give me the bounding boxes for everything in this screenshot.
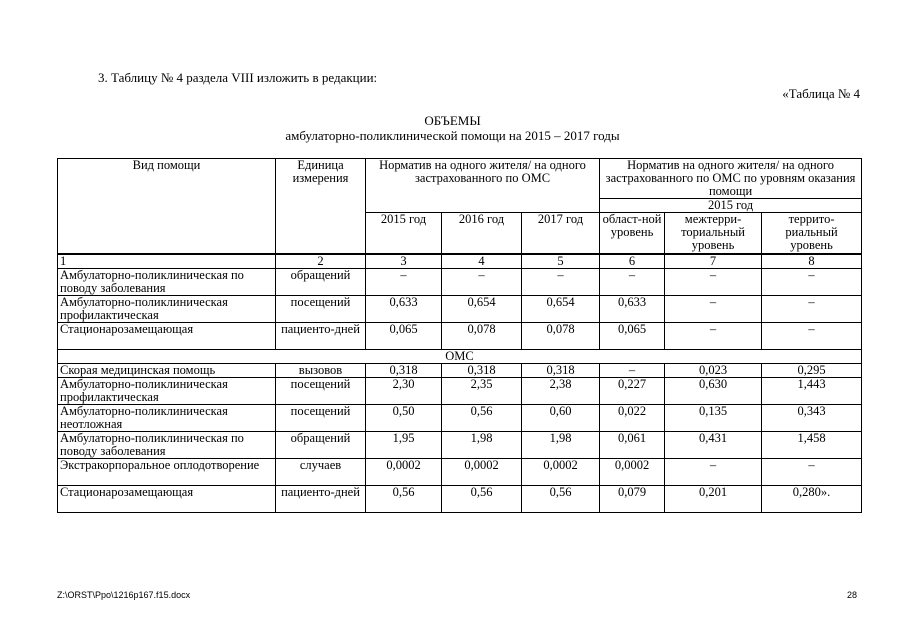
cell-value: 0,0002 <box>522 459 600 486</box>
cell-value: 0,318 <box>522 364 600 378</box>
cell-value: – <box>762 323 862 350</box>
cell-value: 0,061 <box>600 432 665 459</box>
cell-type: Скорая медицинская помощь <box>58 364 276 378</box>
cell-value: 1,443 <box>762 378 862 405</box>
footer-filename: Z:\ORST\Ppo\1216p167.f15.docx <box>57 590 191 600</box>
header-norm-levels: Норматив на одного жителя/ на одного застрахованного по ОМС по уровням оказания помощи <box>600 159 862 199</box>
cell-value: – <box>600 269 665 296</box>
cell-value: – <box>600 364 665 378</box>
column-numbers-row <box>58 254 862 269</box>
cell-value: 3 <box>366 254 442 269</box>
cell-unit: посещений <box>276 378 366 405</box>
section-label-oms: ОМС <box>58 350 862 364</box>
header-level-regional: област-ной уровень <box>600 213 665 255</box>
cell-value: – <box>522 269 600 296</box>
cell-value: 1,458 <box>762 432 862 459</box>
table-row <box>58 323 862 350</box>
table-row <box>58 269 862 296</box>
header-norm: Норматив на одного жителя/ на одного застрахованного по ОМС <box>366 159 600 213</box>
cell-value: 0,633 <box>600 296 665 323</box>
cell-value: – <box>762 459 862 486</box>
cell-value: 0,079 <box>600 486 665 513</box>
cell-value: 0,630 <box>665 378 762 405</box>
document-title <box>0 113 905 143</box>
cell-value: 0,022 <box>600 405 665 432</box>
cell-value: 0,633 <box>366 296 442 323</box>
cell-value: 6 <box>600 254 665 269</box>
table-body <box>58 159 862 513</box>
table-row <box>58 459 862 486</box>
cell-value: 1,98 <box>522 432 600 459</box>
header-year-2015-levels: 2015 год <box>600 199 862 213</box>
table-reference: «Таблица № 4 <box>782 86 860 101</box>
cell-value: 5 <box>522 254 600 269</box>
cell-type: Стационарозамещающая <box>58 486 276 513</box>
header-row-1 <box>58 159 862 199</box>
cell-unit: посещений <box>276 296 366 323</box>
volumes-table <box>57 158 862 513</box>
cell-value: 0,60 <box>522 405 600 432</box>
header-unit: Единица измерения <box>276 159 366 255</box>
cell-value: – <box>665 459 762 486</box>
cell-value: 0,56 <box>442 486 522 513</box>
title-line-1: ОБЪЕМЫ <box>424 113 481 128</box>
cell-value: 0,023 <box>665 364 762 378</box>
cell-value: 0,078 <box>522 323 600 350</box>
cell-value: 0,280». <box>762 486 862 513</box>
header-level-interterritorial: межтерри-ториальный уровень <box>665 213 762 255</box>
cell-value: 0,078 <box>442 323 522 350</box>
cell-value: 2,38 <box>522 378 600 405</box>
cell-value: 0,227 <box>600 378 665 405</box>
cell-unit: 2 <box>276 254 366 269</box>
header-level-territorial: террито-риальный уровень <box>762 213 862 255</box>
header-vid: Вид помощи <box>58 159 276 255</box>
cell-type: 1 <box>58 254 276 269</box>
cell-value: 1,95 <box>366 432 442 459</box>
table-row <box>58 432 862 459</box>
cell-value: 0,654 <box>442 296 522 323</box>
header-2017: 2017 год <box>522 213 600 255</box>
cell-value: 2,30 <box>366 378 442 405</box>
header-2016: 2016 год <box>442 213 522 255</box>
cell-value: 2,35 <box>442 378 522 405</box>
cell-type: Амбулаторно-поликлиническая по поводу заболевания <box>58 269 276 296</box>
table-row <box>58 364 862 378</box>
cell-unit: вызовов <box>276 364 366 378</box>
cell-value: 0,295 <box>762 364 862 378</box>
cell-value: 0,065 <box>366 323 442 350</box>
cell-value: 0,343 <box>762 405 862 432</box>
cell-unit: обращений <box>276 432 366 459</box>
cell-value: 0,201 <box>665 486 762 513</box>
cell-value: 0,0002 <box>600 459 665 486</box>
cell-value: 8 <box>762 254 862 269</box>
cell-value: 0,0002 <box>442 459 522 486</box>
cell-value: – <box>665 269 762 296</box>
cell-value: – <box>442 269 522 296</box>
cell-value: – <box>762 269 862 296</box>
cell-value: 0,431 <box>665 432 762 459</box>
table-row <box>58 378 862 405</box>
intro-text: 3. Таблицу № 4 раздела VIII изложить в редакции: <box>98 70 378 85</box>
cell-value: 7 <box>665 254 762 269</box>
cell-unit: случаев <box>276 459 366 486</box>
cell-type: Амбулаторно-поликлиническая неотложная <box>58 405 276 432</box>
cell-value: 4 <box>442 254 522 269</box>
header-2015: 2015 год <box>366 213 442 255</box>
cell-value: – <box>762 296 862 323</box>
section-row-oms <box>58 350 862 364</box>
cell-value: 0,318 <box>366 364 442 378</box>
cell-value: – <box>665 296 762 323</box>
cell-value: 0,56 <box>366 486 442 513</box>
cell-type: Экстракорпоральное оплодотворение <box>58 459 276 486</box>
cell-value: 0,56 <box>442 405 522 432</box>
table-row <box>58 486 862 513</box>
cell-value: – <box>665 323 762 350</box>
cell-unit: пациенто-дней <box>276 323 366 350</box>
cell-value: 0,318 <box>442 364 522 378</box>
cell-value: 0,50 <box>366 405 442 432</box>
cell-type: Амбулаторно-поликлиническая по поводу заболевания <box>58 432 276 459</box>
cell-value: 0,0002 <box>366 459 442 486</box>
cell-value: 1,98 <box>442 432 522 459</box>
cell-value: 0,065 <box>600 323 665 350</box>
footer-page-number: 28 <box>846 590 857 600</box>
cell-unit: пациенто-дней <box>276 486 366 513</box>
cell-type: Амбулаторно-поликлиническая профилактическая <box>58 296 276 323</box>
cell-value: 0,56 <box>522 486 600 513</box>
table-row <box>58 296 862 323</box>
cell-type: Стационарозамещающая <box>58 323 276 350</box>
cell-value: – <box>366 269 442 296</box>
cell-value: 0,135 <box>665 405 762 432</box>
cell-unit: посещений <box>276 405 366 432</box>
table-row <box>58 405 862 432</box>
cell-type: Амбулаторно-поликлиническая профилактическая <box>58 378 276 405</box>
title-line-2: амбулаторно-поликлинической помощи на 2015 – 2017 годы <box>285 128 620 143</box>
cell-value: 0,654 <box>522 296 600 323</box>
cell-unit: обращений <box>276 269 366 296</box>
